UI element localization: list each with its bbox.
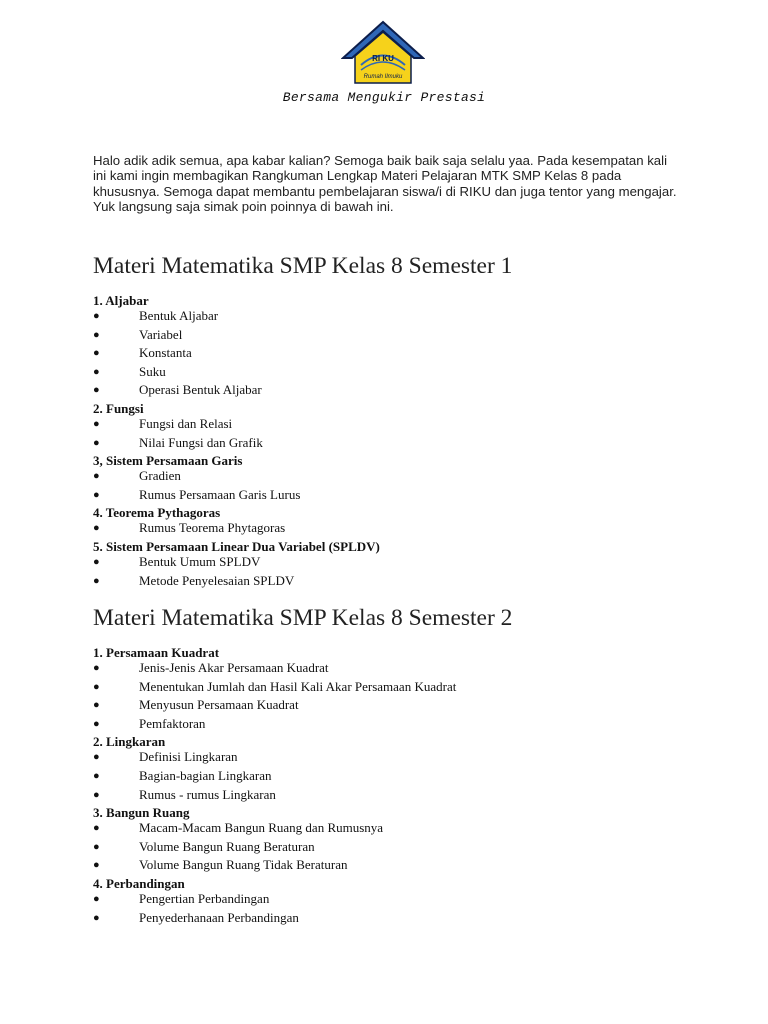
riku-logo xyxy=(341,20,425,86)
bullet-icon: ● xyxy=(93,892,100,905)
list-item-text: Rumus Persamaan Garis Lurus xyxy=(139,486,301,502)
list-item xyxy=(93,697,693,716)
bullet-icon: ● xyxy=(93,822,100,835)
bullet-icon: ● xyxy=(93,680,100,693)
list-item xyxy=(93,382,693,401)
bullet-icon: ● xyxy=(93,911,100,924)
list-item xyxy=(93,857,693,876)
bullet-icon: ● xyxy=(93,488,100,501)
bullet-icon: ● xyxy=(93,417,100,430)
list-item-text: Konstanta xyxy=(139,345,192,361)
intro-paragraph: Halo adik adik semua, apa kabar kalian? Semoga baik baik saja selalu yaa. Pada kesempatan kali ini kami ingin membagikan Rangkuman Lengkap Materi Pelajaran MTK SMP Kelas 8 pada khususnya. Semoga dapat membantu pembelajaran siswa/i di RIKU dan juga tentor yang mengajar. Yuk langsung saja simak poin poinnya di bawah ini. xyxy=(93,153,677,214)
semester2-list xyxy=(93,645,693,928)
bullet-icon: ● xyxy=(93,751,100,764)
list-item xyxy=(93,573,693,592)
list-item xyxy=(93,660,693,679)
list-item-text: Macam-Macam Bangun Ruang dan Rumusnya xyxy=(139,820,384,836)
bullet-icon: ● xyxy=(93,769,100,782)
group-title: 3, Sistem Persamaan Garis xyxy=(93,453,243,469)
bullet-icon: ● xyxy=(93,699,100,712)
bullet-icon: ● xyxy=(93,662,100,674)
list-item xyxy=(93,327,693,346)
list-item xyxy=(93,679,693,698)
list-item xyxy=(93,839,693,858)
list-item xyxy=(93,768,693,787)
list-item xyxy=(93,910,693,929)
list-item-text: Jenis-Jenis Akar Persamaan Kuadrat xyxy=(139,660,329,675)
group-title: 3. Bangun Ruang xyxy=(93,805,190,821)
list-item xyxy=(93,749,693,768)
bullet-icon: ● xyxy=(93,470,100,483)
list-item-text: Rumus - rumus Lingkaran xyxy=(139,786,276,802)
list-item xyxy=(93,364,693,383)
group-title: 4. Perbandingan xyxy=(93,875,185,891)
list-item xyxy=(93,787,693,806)
list-item xyxy=(93,487,693,506)
list-item xyxy=(93,416,693,435)
bullet-icon: ● xyxy=(93,384,100,397)
list-item-text: Bagian-bagian Lingkaran xyxy=(139,767,272,783)
list-item-text: Fungsi dan Relasi xyxy=(139,415,233,431)
list-item-text: Operasi Bentuk Aljabar xyxy=(139,382,262,398)
list-item-text: Volume Bangun Ruang Tidak Beraturan xyxy=(139,857,348,873)
list-item-text: Volume Bangun Ruang Beraturan xyxy=(139,838,315,854)
list-item-text: Bentuk Aljabar xyxy=(139,308,219,323)
bullet-icon: ● xyxy=(93,522,100,535)
group-title: 1. Persamaan Kuadrat xyxy=(93,645,220,660)
list-item xyxy=(93,554,693,573)
bullet-icon: ● xyxy=(93,310,100,322)
list-item-text: Metode Penyelesaian SPLDV xyxy=(139,572,295,588)
group-title: 4. Teorema Pythagoras xyxy=(93,505,221,521)
list-item xyxy=(93,435,693,454)
group-title: 1. Aljabar xyxy=(93,293,149,308)
list-item-text: Pemfaktoran xyxy=(139,715,206,731)
logo-line2: Rumah Ilmuku xyxy=(363,74,403,80)
group-title: 2. Lingkaran xyxy=(93,734,166,750)
list-item-text: Menentukan Jumlah dan Hasil Kali Akar Persamaan Kuadrat xyxy=(139,678,457,694)
semester2-title: Materi Matematika SMP Kelas 8 Semester 2 xyxy=(93,605,513,631)
bullet-icon: ● xyxy=(93,717,100,730)
bullet-icon: ● xyxy=(93,574,100,587)
list-item-text: Pengertian Perbandingan xyxy=(139,890,270,906)
bullet-icon: ● xyxy=(93,365,100,378)
list-item xyxy=(93,820,693,839)
list-item-text: Rumus Teorema Phytagoras xyxy=(139,520,286,536)
list-item-text: Suku xyxy=(139,363,166,379)
bullet-icon: ● xyxy=(93,555,100,568)
list-item-text: Variabel xyxy=(139,326,183,342)
list-item xyxy=(93,345,693,364)
group-title: 2. Fungsi xyxy=(93,400,144,416)
list-item-text: Nilai Fungsi dan Grafik xyxy=(139,434,263,450)
logo-line1: RI KU xyxy=(372,54,394,63)
bullet-icon: ● xyxy=(93,859,100,872)
bullet-icon: ● xyxy=(93,347,100,360)
list-item xyxy=(93,520,693,539)
bullet-icon: ● xyxy=(93,436,100,449)
semester1-title: Materi Matematika SMP Kelas 8 Semester 1 xyxy=(93,253,513,279)
list-item-text: Gradien xyxy=(139,468,181,484)
list-item-text: Definisi Lingkaran xyxy=(139,749,238,765)
list-item-text: Bentuk Umum SPLDV xyxy=(139,553,261,569)
list-item xyxy=(93,308,693,327)
list-item xyxy=(93,716,693,735)
bullet-icon: ● xyxy=(93,328,100,341)
bullet-icon: ● xyxy=(93,788,100,801)
list-item-text: Penyederhanaan Perbandingan xyxy=(139,909,299,925)
bullet-icon: ● xyxy=(93,840,100,853)
group-title: 5. Sistem Persamaan Linear Dua Variabel (SPLDV) xyxy=(93,538,380,554)
tagline: Bersama Mengukir Prestasi xyxy=(282,90,486,105)
list-item-text: Menyusun Persamaan Kuadrat xyxy=(139,697,299,713)
list-item xyxy=(93,891,693,910)
semester1-list xyxy=(93,293,693,591)
list-item xyxy=(93,468,693,487)
